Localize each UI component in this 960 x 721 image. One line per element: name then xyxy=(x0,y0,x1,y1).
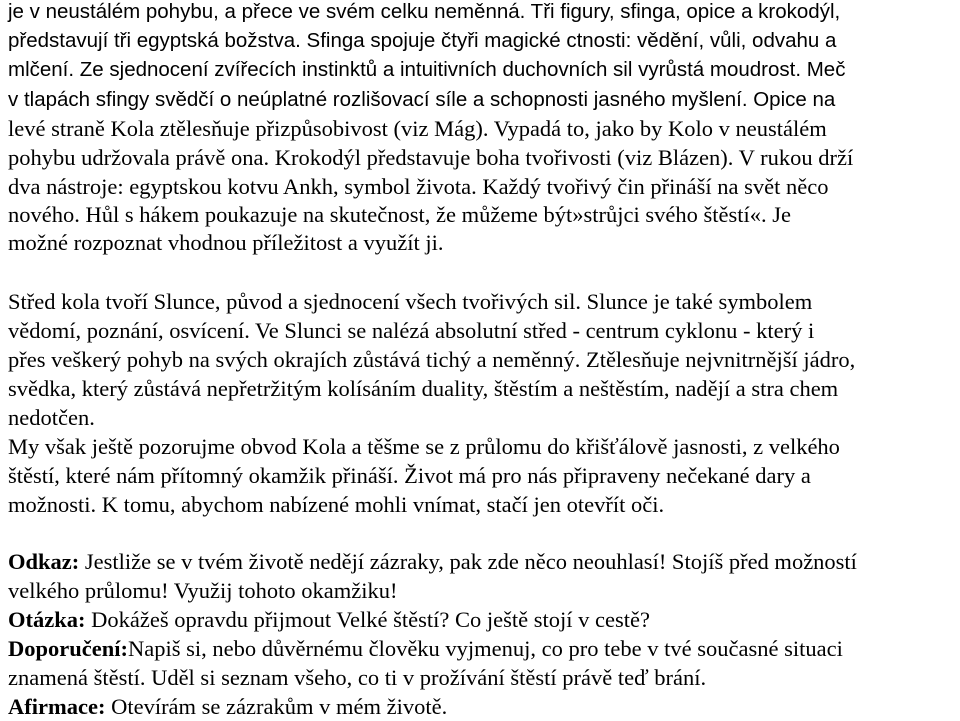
afirmace-label: Afirmace: xyxy=(8,694,106,719)
otazka-line xyxy=(8,605,650,635)
paragraph-line: Střed kola tvoří Slunce, původ a sjednocení všech tvořivých sil. Slunce je také symbolem xyxy=(8,289,813,314)
paragraph-line: představují tři egyptská božstva. Sfinga spojuje čtyři magické ctnosti: vědění, vůli, odvahu a xyxy=(8,29,837,52)
paragraph-line: je v neustálém pohybu, a přece ve svém celku neměnná. Tři figury, sfinga, opice a krokodýl, xyxy=(8,0,841,23)
paragraph-line: štěstí, které nám přítomný okamžik přináší. Život má pro nás připraveny nečekané dary a xyxy=(8,463,811,488)
paragraph-line: nového. Hůl s hákem poukazuje na skutečnost, že můžeme být»strůjci svého štěstí«. Je xyxy=(8,202,791,227)
paragraph-line: v tlapách sfingy svědčí o neúplatné rozlišovací síle a schopnosti jasného myšlení. Opice na xyxy=(8,88,836,111)
doporuceni-line-2: znamená štěstí. Uděl si seznam všeho, co ti v prožívání štěstí právě teď brání. xyxy=(8,665,707,690)
odkaz-line-2: velkého průlomu! Využij tohoto okamžiku! xyxy=(8,578,398,603)
paragraph-line: nedotčen. xyxy=(8,405,95,430)
paragraph-line: svědka, který zůstává nepřetržitým kolísáním duality, štěstím a neštěstím, nadějí a stra chem xyxy=(8,376,839,401)
paragraph-line: vědomí, poznání, osvícení. Ve Slunci se nalézá absolutní střed - centrum cyklonu - který i xyxy=(8,318,815,343)
odkaz-label: Odkaz: xyxy=(8,549,80,574)
doporuceni-text: Napiš si, nebo důvěrnému člověku vyjmenuj, co pro tebe v tvé současné situaci xyxy=(128,636,843,661)
otazka-text: Dokážeš opravdu přijmout Velké štěstí? Co ještě stojí v cestě? xyxy=(85,607,650,632)
otazka-label: Otázka: xyxy=(8,607,86,632)
odkaz-text: Jestliže se v tvém životě nedějí zázraky, pak zde něco neouhlasí! Stojíš před možností xyxy=(79,549,857,574)
paragraph-line: mlčení. Ze sjednocení zvířecích instinktů a intuitivních duchovních sil vyrůstá moudrost. Meč xyxy=(8,58,846,81)
afirmace-text: Otevírám se zázrakům v mém životě. xyxy=(105,694,448,719)
afirmace-line xyxy=(8,692,447,721)
paragraph-line: My však ještě pozorujme obvod Kola a těšme se z průlomu do křišťálově jasnosti, z velkého xyxy=(8,434,840,459)
doporuceni-line xyxy=(8,634,843,664)
paragraph-line: levé straně Kola ztělesňuje přizpůsobivost (viz Mág). Vypadá to, jako by Kolo v neustálém xyxy=(8,116,827,141)
odkaz-line xyxy=(8,547,857,577)
doporuceni-label: Doporučení: xyxy=(8,636,128,661)
paragraph-line: dva nástroje: egyptskou kotvu Ankh, symbol života. Každý tvořivý čin přináší na svět něco xyxy=(8,174,829,199)
paragraph-line: možné rozpoznat vhodnou příležitost a využít ji. xyxy=(8,230,444,255)
paragraph-line: přes veškerý pohyb na svých okrajích zůstává tichý a neměnný. Ztělesňuje nejvnitrnější jádro, xyxy=(8,347,856,372)
paragraph-line: možnosti. K tomu, abychom nabízené mohli vnímat, stačí jen otevřít oči. xyxy=(8,492,665,517)
paragraph-line: pohybu udržovala právě ona. Krokodýl představuje boha tvořivosti (viz Blázen). V rukou drží xyxy=(8,145,854,170)
